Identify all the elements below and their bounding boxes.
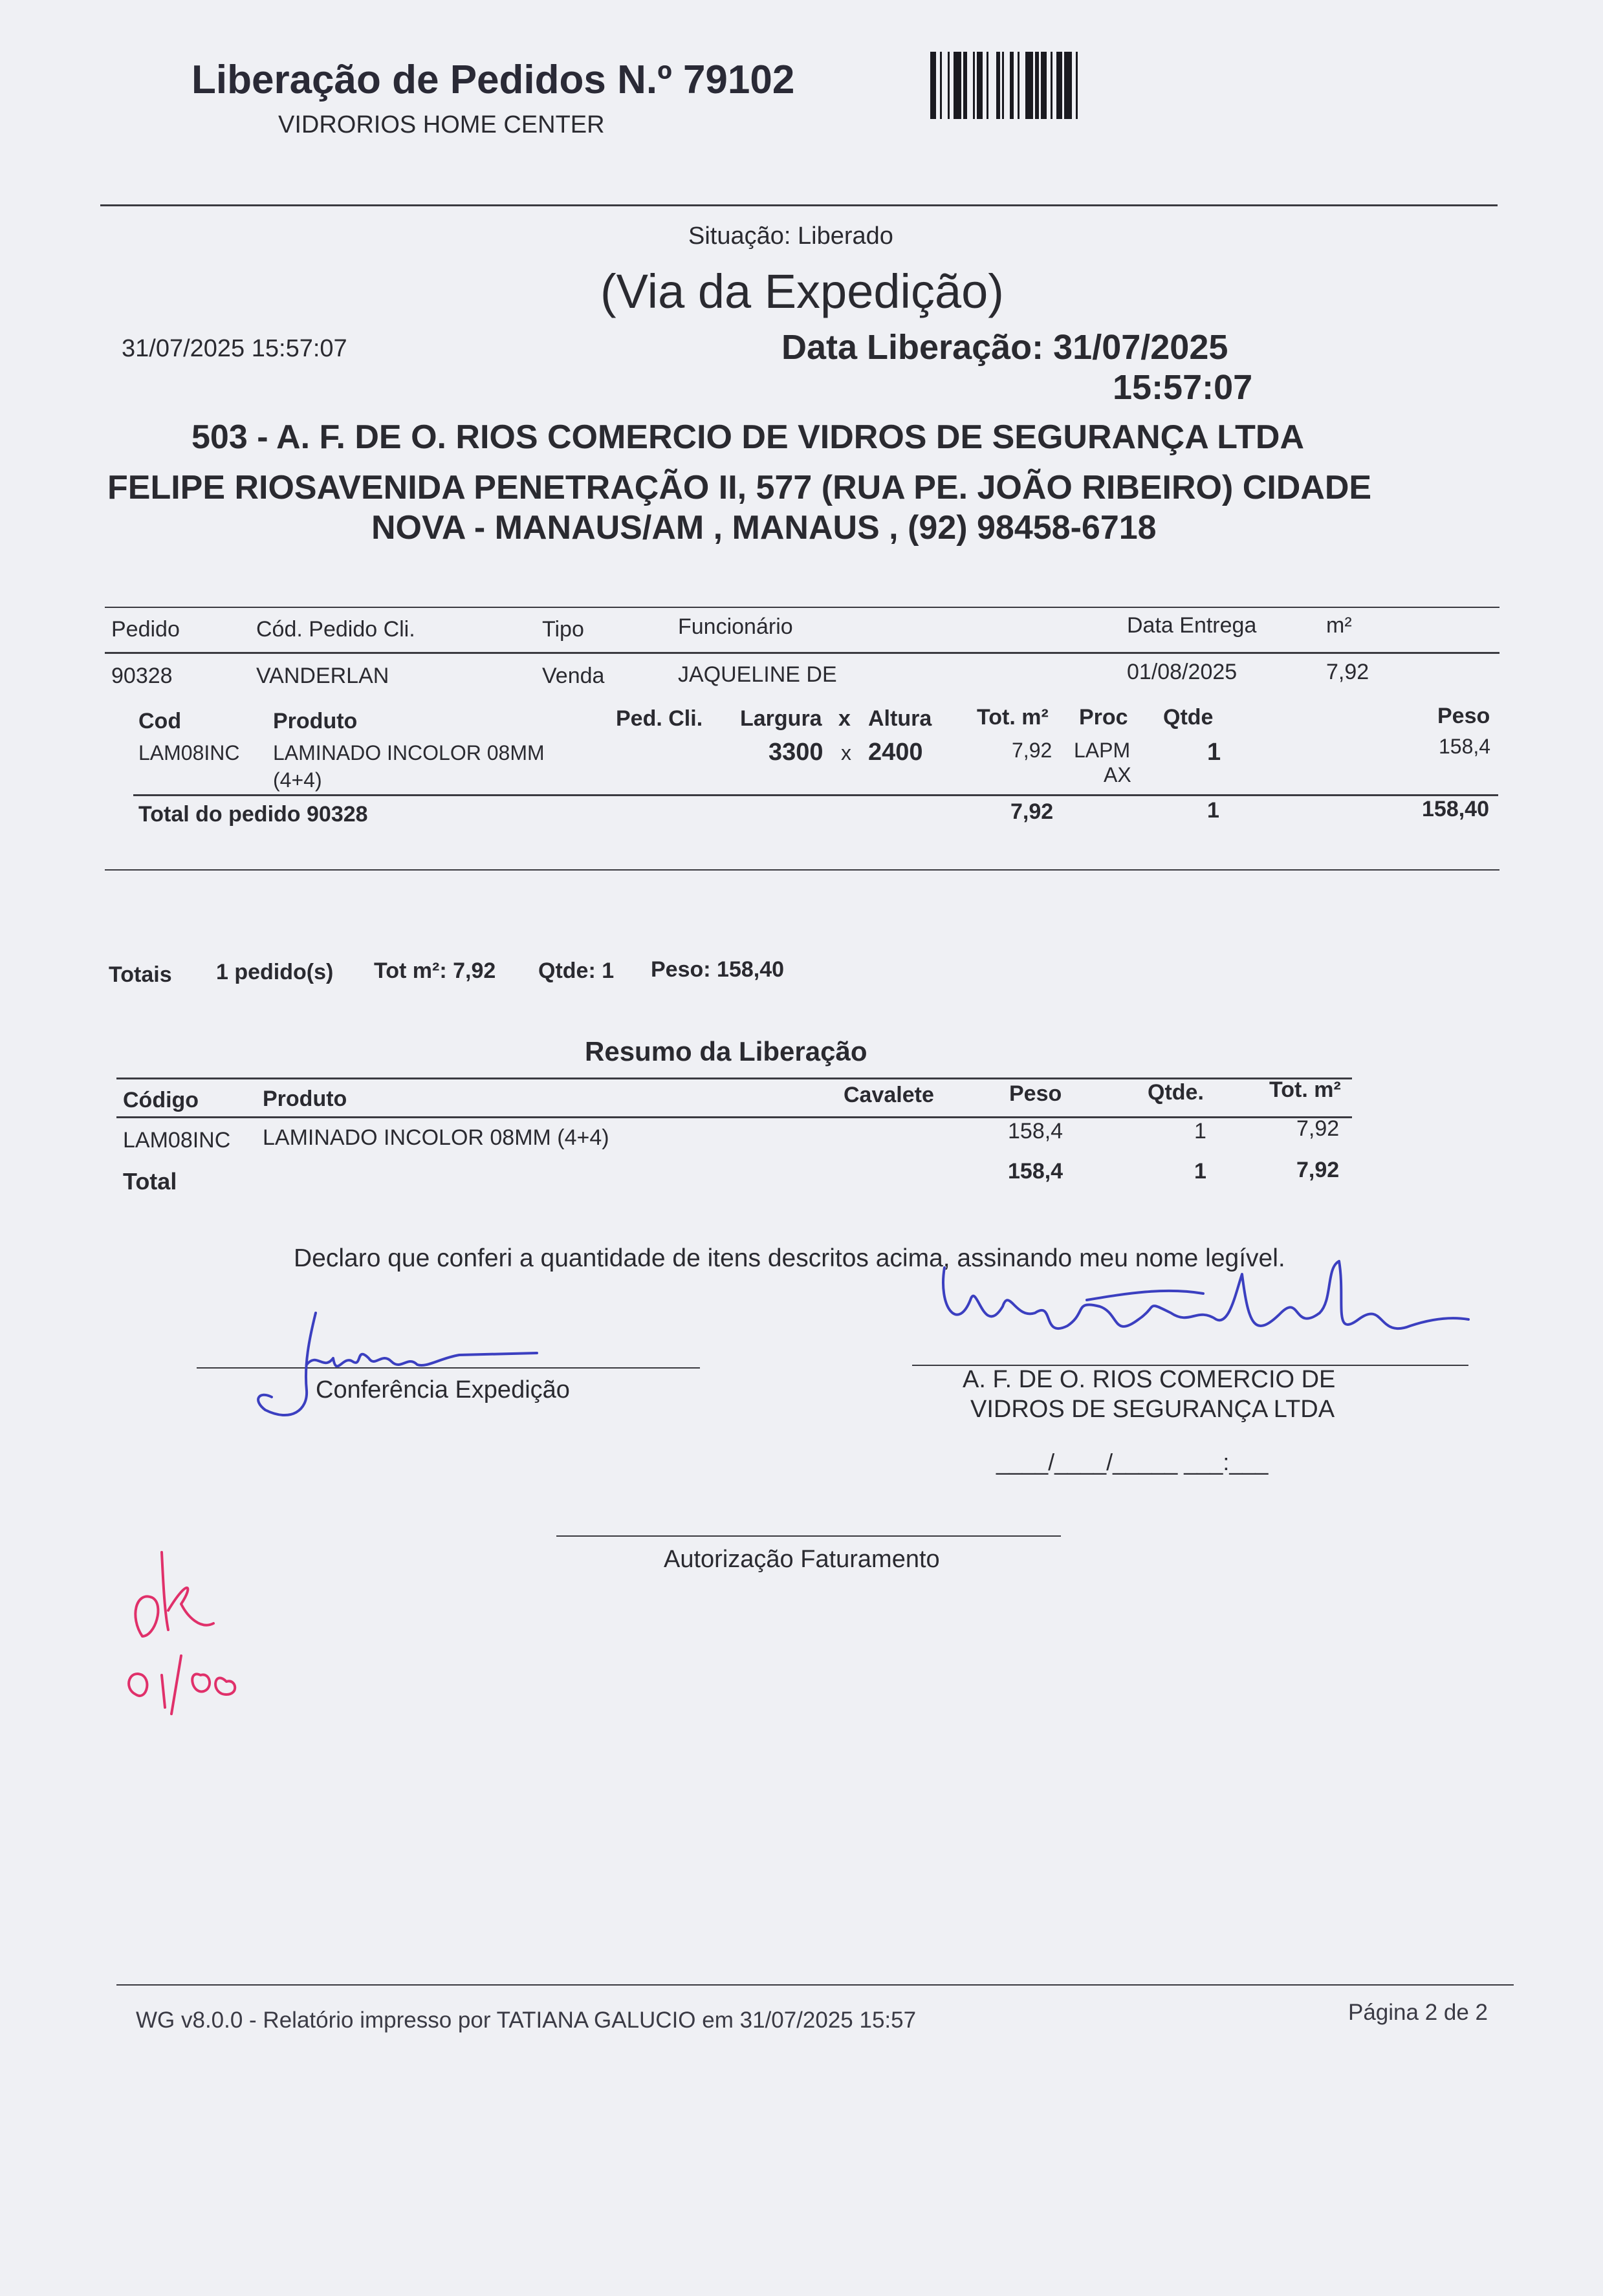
col-funcionario: Funcionário [678, 614, 793, 639]
summary-col-produto: Produto [263, 1087, 347, 1111]
copy-label: (Via da Expedição) [600, 265, 1004, 318]
order-total-peso: 158,40 [1422, 797, 1489, 821]
delivery-date: 01/08/2025 [1127, 660, 1238, 684]
col-data-entrega: Data Entrega [1127, 613, 1257, 638]
order-number: 90328 [111, 664, 173, 688]
order-table-top-line [105, 607, 1499, 608]
order-total-qtde: 1 [1207, 798, 1219, 823]
summary-col-qtde: Qtde. [1148, 1080, 1204, 1105]
header-divider [100, 204, 1498, 206]
summary-produto: LAMINADO INCOLOR 08MM (4+4) [263, 1125, 609, 1150]
items-col-qtde: Qtde [1163, 705, 1214, 730]
summary-total-m2: 7,92 [1296, 1158, 1340, 1182]
date-time-blank: ____/____/_____ ___:___ [996, 1449, 1269, 1475]
client-name: 503 - A. F. DE O. RIOS COMERCIO DE VIDROS DE SEGURANÇA LTDA [191, 418, 1305, 456]
items-col-peso: Peso [1437, 704, 1490, 728]
handwritten-signature-left [246, 1294, 556, 1423]
summary-tot-m2: 7,92 [1296, 1116, 1340, 1141]
status-text: Situação: Liberado [688, 222, 893, 250]
order-type: Venda [542, 664, 605, 688]
authorization-label: Autorização Faturamento [664, 1546, 940, 1573]
handwritten-signature-right [932, 1248, 1475, 1371]
order-total-label: Total do pedido 90328 [138, 802, 368, 827]
summary-col-peso: Peso [1009, 1081, 1062, 1106]
item-proc-2: AX [1104, 763, 1131, 786]
items-col-proc: Proc [1079, 705, 1128, 730]
items-col-tot-m2: Tot. m² [977, 705, 1049, 730]
item-proc: LAPM [1074, 739, 1131, 762]
client-order-code: VANDERLAN [256, 664, 389, 688]
totals-pedidos: 1 pedido(s) [216, 960, 334, 984]
order-total-m2: 7,92 [1010, 799, 1054, 824]
summary-col-cavalete: Cavalete [844, 1083, 934, 1107]
summary-title: Resumo da Liberação [585, 1036, 867, 1067]
signature-label-left: Conferência Expedição [316, 1376, 570, 1403]
summary-header-line [116, 1116, 1352, 1118]
authorization-line [556, 1535, 1061, 1537]
barcode [930, 52, 1176, 119]
item-peso: 158,4 [1439, 735, 1491, 758]
items-col-altura: Altura [868, 706, 932, 731]
summary-total-label: Total [123, 1168, 177, 1195]
print-datetime: 31/07/2025 15:57:07 [122, 335, 347, 362]
item-cod: LAM08INC [138, 741, 240, 764]
summary-qtde: 1 [1194, 1119, 1206, 1143]
summary-col-codigo: Código [123, 1088, 199, 1112]
client-address-2: NOVA - MANAUS/AM , MANAUS , (92) 98458-6718 [371, 509, 1157, 547]
totals-label: Totais [109, 962, 172, 987]
footer-report-info: WG v8.0.0 - Relatório impresso por TATIANA GALUCIO em 31/07/2025 15:57 [136, 2008, 917, 2033]
declaration-text: Declaro que conferi a quantidade de itens descritos acima, assinando meu nome legível. [294, 1244, 1285, 1272]
summary-col-tot-m2: Tot. m² [1269, 1078, 1341, 1102]
totals-peso: Peso: 158,40 [651, 957, 785, 982]
client-address-1: FELIPE RIOSAVENIDA PENETRAÇÃO II, 577 (RUA PE. JOÃO RIBEIRO) CIDADE [107, 469, 1372, 506]
col-pedido: Pedido [111, 617, 180, 642]
col-cod-pedido-cli: Cód. Pedido Cli. [256, 617, 415, 642]
items-col-produto: Produto [273, 709, 358, 733]
items-col-ped-cli: Ped. Cli. [616, 706, 703, 731]
signature-label-right-2: VIDROS DE SEGURANÇA LTDA [970, 1396, 1335, 1423]
item-x: x [841, 741, 851, 764]
summary-codigo: LAM08INC [123, 1128, 231, 1153]
signature-label-right-1: A. F. DE O. RIOS COMERCIO DE [963, 1366, 1336, 1393]
item-produto-spec: (4+4) [273, 768, 322, 792]
company-name: VIDRORIOS HOME CENTER [278, 111, 605, 138]
items-col-largura: Largura [740, 706, 822, 731]
footer-line [116, 1984, 1514, 1986]
order-table-header-line [105, 652, 1499, 654]
summary-top-line [116, 1078, 1352, 1079]
items-total-line [133, 794, 1498, 796]
item-produto: LAMINADO INCOLOR 08MM [273, 741, 545, 764]
totals-qtde: Qtde: 1 [538, 958, 615, 983]
release-date: Data Liberação: 31/07/2025 [781, 328, 1228, 367]
col-tipo: Tipo [542, 617, 584, 642]
order-m2: 7,92 [1326, 660, 1369, 684]
item-altura: 2400 [868, 739, 923, 766]
col-m2: m² [1326, 613, 1352, 638]
handwritten-note-ok [116, 1539, 272, 1746]
items-col-x: x [838, 706, 851, 731]
item-largura: 3300 [769, 739, 823, 766]
item-tot-m2: 7,92 [1012, 739, 1052, 762]
items-col-cod: Cod [138, 709, 182, 733]
item-qtde: 1 [1207, 739, 1221, 766]
footer-page-number: Página 2 de 2 [1348, 2000, 1488, 2025]
summary-total-qtde: 1 [1194, 1159, 1206, 1184]
document-title: Liberação de Pedidos N.º 79102 [191, 58, 795, 102]
release-time: 15:57:07 [1113, 368, 1253, 407]
summary-peso: 158,4 [1008, 1119, 1063, 1143]
summary-total-peso: 158,4 [1008, 1159, 1063, 1184]
employee-name: JAQUELINE DE [678, 662, 837, 687]
items-bottom-line [105, 869, 1499, 871]
totals-m2: Tot m²: 7,92 [374, 958, 496, 983]
